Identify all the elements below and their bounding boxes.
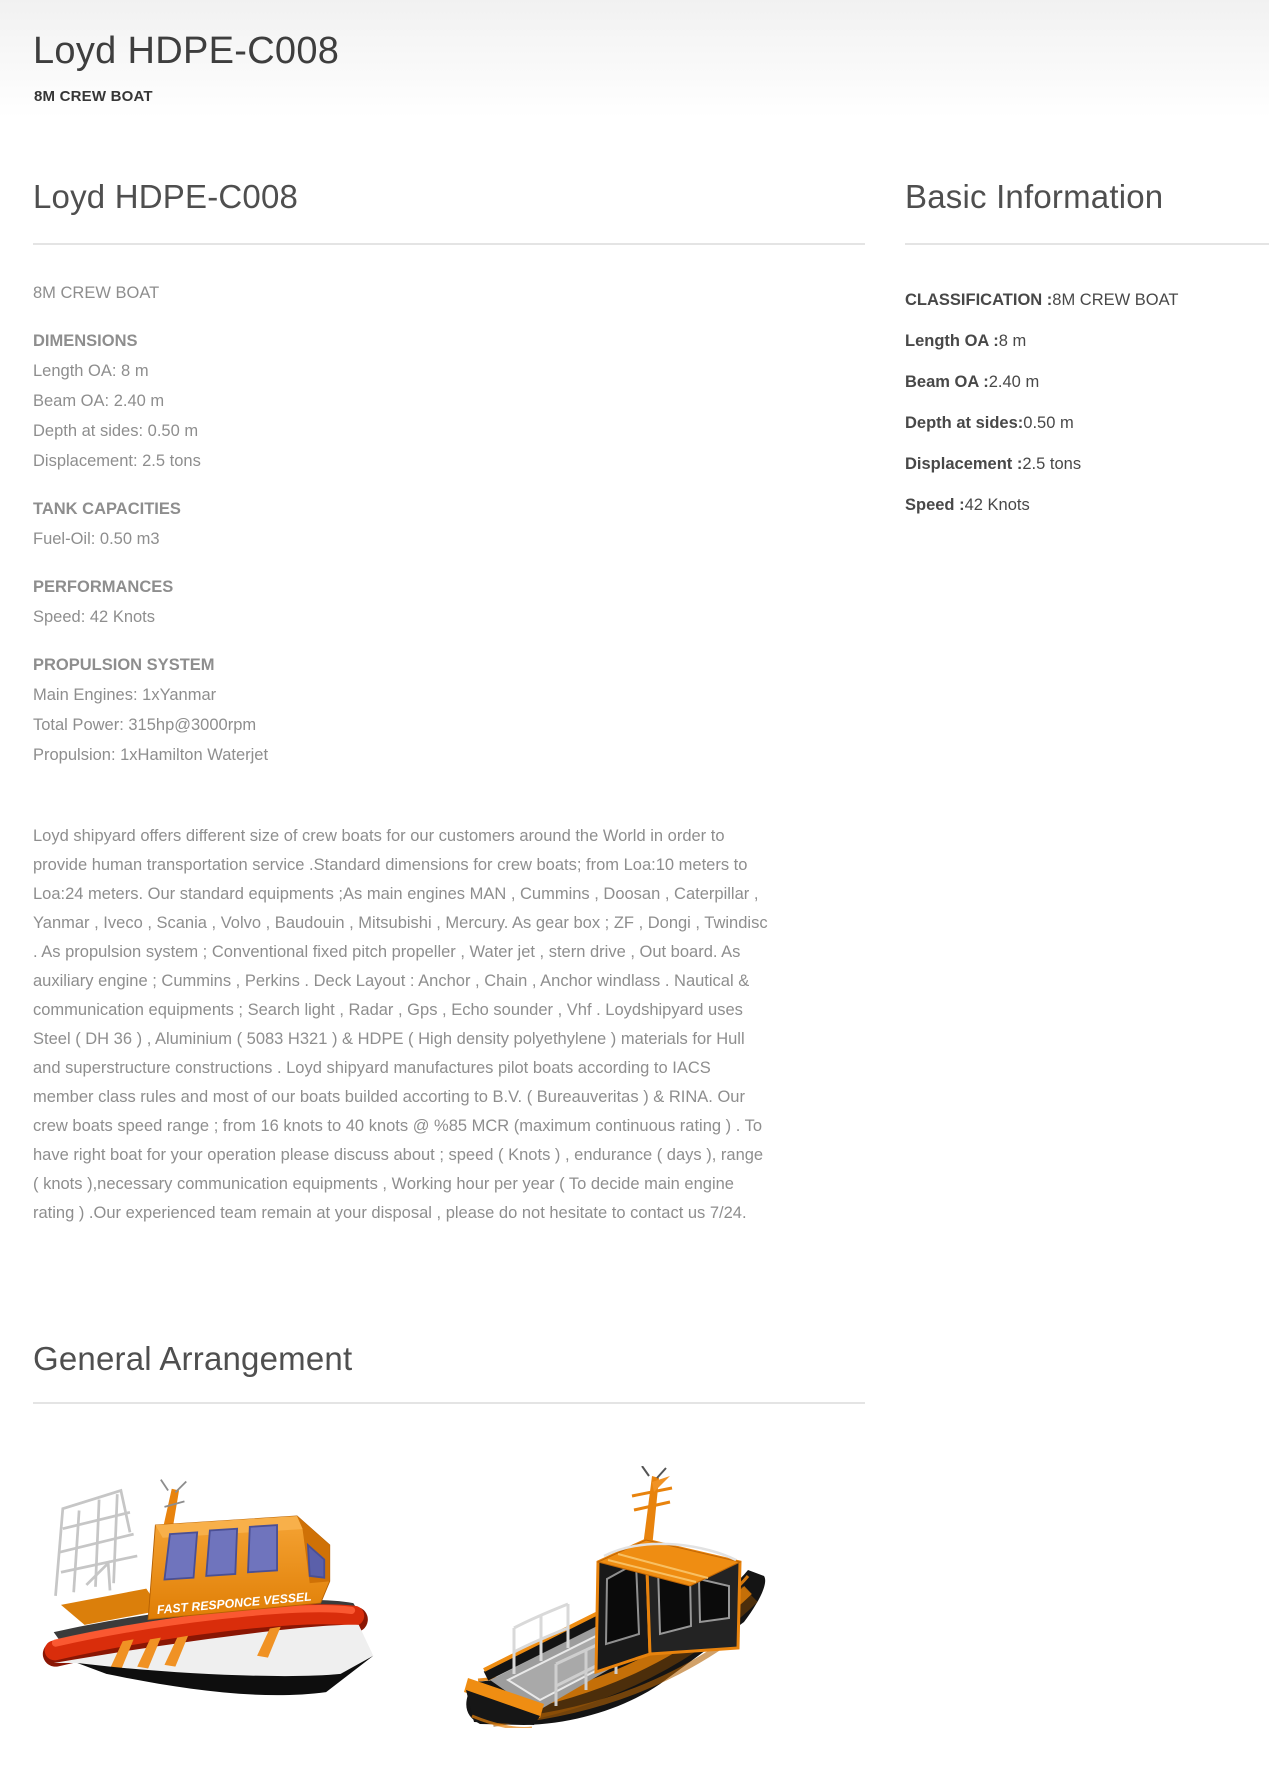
spec-line: Total Power: 315hp@3000rpm bbox=[33, 716, 257, 734]
description-paragraph: Loyd shipyard offers different size of crew boats for our customers around the World in order to provide human transportation service .Standard dimensions for crew boats; from Loa:10 meters to Loa:24 meters. Our standard equipments ;As main engines MAN , Cummins , Doosan , Caterpillar , Yanmar , Iveco , Scania , Volvo , Baudouin , Mitsubishi , Mercury. As gear box ; ZF , Dongi , Twindisc . As propulsion system ; Conventional fixed pitch propeller , Water jet , stern drive , Out board. As auxiliary engine ; Cummins , Perkins . Deck Layout : Anchor , Chain , Anchor windlass . Nautical & communication equipments ; Search light , Radar , Gps , Echo sounder , Vhf . Loydshipyard uses Steel ( DH 36 ) , Aluminium ( 5083 H321 ) & HDPE ( High density polyethylene ) materials for Hull and superstructure constructions . Loyd shipyard manufactures pilot boats according to IACS member class rules and most of our boats builded accorting to B.V. ( Bureauveritas ) & RINA. Our crew boats speed range ; from 16 knots to 40 knots @ %85 MCR (maximum continuous rating ) . To have right boat for your operation please discuss about ; speed ( Knots ) , endurance ( days ), range ( knots ),necessary communication equipments , Working hour per year ( To decide main engine rating ) .Our experienced team remain at your disposal , please do not hesitate to contact us 7/24. bbox=[33, 827, 768, 1222]
mast bbox=[632, 1466, 672, 1548]
spec-line: Speed: 42 Knots bbox=[33, 608, 156, 626]
spec-line: Length OA: 8 m bbox=[33, 362, 149, 380]
basic-information-rows bbox=[905, 280, 1269, 526]
page-title: Loyd HDPE-C008 bbox=[33, 30, 340, 72]
spec-group-tank-capacities bbox=[33, 494, 773, 554]
crew-boat-stern-illustration bbox=[428, 1466, 768, 1728]
page-subtitle: 8M CREW BOAT bbox=[34, 88, 153, 105]
spec-line: Displacement: 2.5 tons bbox=[33, 452, 201, 470]
info-label: CLASSIFICATION : bbox=[905, 291, 1053, 309]
spec-group-propulsion-system bbox=[33, 650, 773, 770]
info-label: Beam OA : bbox=[905, 373, 989, 391]
info-row-displacement bbox=[905, 444, 1269, 485]
spec-line: Main Engines: 1xYanmar bbox=[33, 686, 217, 704]
info-row-depth-at-sides bbox=[905, 403, 1269, 444]
spec-group-title: TANK CAPACITIES bbox=[33, 500, 181, 518]
spec-classification: 8M CREW BOAT bbox=[33, 284, 160, 302]
cabin bbox=[596, 1540, 740, 1672]
spec-line: Propulsion: 1xHamilton Waterjet bbox=[33, 746, 269, 764]
spec-group-dimensions bbox=[33, 326, 773, 476]
spec-line: Beam OA: 2.40 m bbox=[33, 392, 165, 410]
info-value: 2.5 tons bbox=[1022, 455, 1082, 473]
info-value: 42 Knots bbox=[964, 496, 1030, 514]
spec-line: Fuel-Oil: 0.50 m3 bbox=[33, 530, 160, 548]
spec-list bbox=[33, 278, 773, 770]
spec-line: Depth at sides: 0.50 m bbox=[33, 422, 199, 440]
spec-group-performances bbox=[33, 572, 773, 632]
general-arrangement-divider bbox=[33, 1402, 865, 1404]
info-value: 8M CREW BOAT bbox=[1052, 291, 1179, 309]
info-row-length-oa bbox=[905, 321, 1269, 362]
overview-divider bbox=[33, 243, 865, 245]
spec-group-title: PROPULSION SYSTEM bbox=[33, 656, 215, 674]
info-row-beam-oa bbox=[905, 362, 1269, 403]
bow-railing bbox=[56, 1491, 138, 1596]
vessel-name-text: FAST RESPONCE VESSEL bbox=[156, 1589, 313, 1618]
info-label: Depth at sides: bbox=[905, 414, 1024, 432]
info-row-speed bbox=[905, 485, 1269, 526]
info-row-classification bbox=[905, 280, 1269, 321]
fast-response-vessel-illustration bbox=[41, 1476, 386, 1703]
overview-heading: Loyd HDPE-C008 bbox=[33, 178, 299, 215]
info-value: 2.40 m bbox=[988, 373, 1040, 391]
basic-information-divider bbox=[905, 243, 1269, 245]
spec-group-title: DIMENSIONS bbox=[33, 332, 138, 350]
info-label: Displacement : bbox=[905, 455, 1023, 473]
spec-group-title: PERFORMANCES bbox=[33, 578, 174, 596]
info-label: Length OA : bbox=[905, 332, 999, 350]
basic-information-heading: Basic Information bbox=[905, 178, 1164, 215]
general-arrangement-images bbox=[33, 1418, 1233, 1784]
info-value: 0.50 m bbox=[1023, 414, 1074, 432]
general-arrangement-heading: General Arrangement bbox=[33, 1340, 353, 1377]
info-label: Speed : bbox=[905, 496, 965, 514]
info-value: 8 m bbox=[998, 332, 1027, 350]
